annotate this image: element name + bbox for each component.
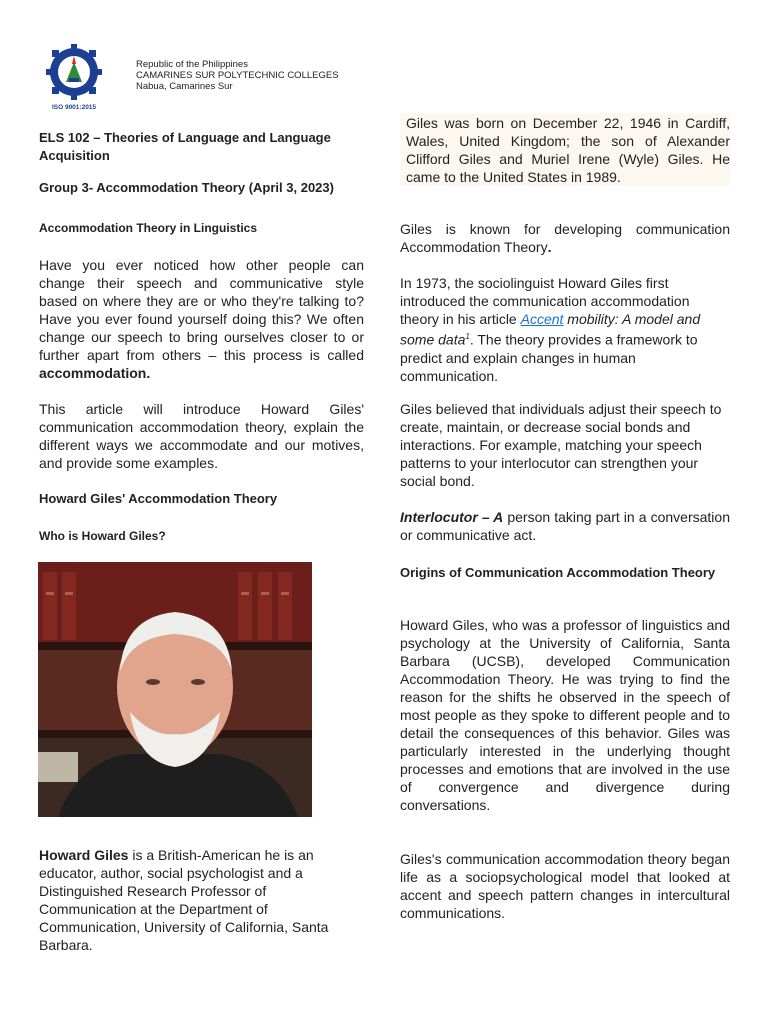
article-paragraph: This article will introduce Howard Giles' communication accommodation theory, explain the different ways we accommodate and our motives, and provide some examples. xyxy=(39,401,364,471)
svg-text:ISO 9001:2015: ISO 9001:2015 xyxy=(51,104,97,111)
howard-giles-photo xyxy=(38,562,312,817)
bio-paragraph xyxy=(39,846,364,954)
bio-text: is a British-American he is an educator, author, social psychologist and a Distinguished Research Professor of Communication at the Department of Communication, University of California, Santa Barbara. xyxy=(39,847,329,953)
origins-heading: Origins of Communication Accommodation Theory xyxy=(400,565,716,580)
intro-1973-rest: . The theory provides a framework to predict and explain changes in human communication. xyxy=(400,331,698,384)
interlocutor-def: person taking part in a conversation or communicative act. xyxy=(400,509,730,543)
giles-theory-heading: Howard Giles' Accommodation Theory xyxy=(39,491,278,506)
republic-line: Republic of the Philippines xyxy=(136,59,248,70)
course-title: ELS 102 – Theories of Language and Language Acquisition xyxy=(39,130,331,163)
origins-paragraph: Howard Giles, who was a professor of linguistics and psychology at the University of California, Santa Barbara (UCSB), developed Communication Accommodation Theory. He was trying to find the reason for the shifts he observed in the speech of most people as they spoke to different people and to detail the consequences of this behavior. Giles was particularly interested in the underlying thought processes and emotions that are involved in the use of convergence and divergence during conversations. xyxy=(400,617,730,813)
intro-1973-text: In 1973, the sociolinguist Howard Giles first introduced the communication accommodation theory in his article xyxy=(400,275,690,327)
accent-link[interactable]: Accent xyxy=(520,311,564,327)
letterhead xyxy=(136,59,339,92)
article-title: mobility: A model and some data xyxy=(400,311,701,348)
known-text: Giles is known for developing communication Accommodation Theory xyxy=(400,221,730,255)
known-paragraph xyxy=(400,220,730,256)
college-name: CAMARINES SUR POLYTECHNIC COLLEGES xyxy=(136,70,339,81)
known-period: . xyxy=(547,239,552,255)
section-title: Accommodation Theory in Linguistics xyxy=(39,221,258,235)
believed-paragraph: Giles believed that individuals adjust their speech to create, maintain, or decrease social bonds and interactions. For example, matching your speech patterns to your interlocutor can strengthen your social bond. xyxy=(400,401,722,489)
interlocutor-term: Interlocutor – A xyxy=(400,509,504,525)
intro-text: Have you ever noticed how other people can change their speech and communicative style based on where they are or who they're talking to? Have you ever found yourself doing this? We often change our speech to bring ourselves closer to or further apart from others – this process is called xyxy=(39,257,364,363)
group-title: Group 3- Accommodation Theory (April 3, 2023) xyxy=(39,180,334,195)
model-paragraph: Giles's communication accommodation theory began life as a sociopsychological model that looked at accent and speech pattern changes in intercultural communications. xyxy=(400,851,730,921)
bio-name: Howard Giles xyxy=(39,847,129,863)
college-logo xyxy=(44,42,104,112)
college-address: Nabua, Camarines Sur xyxy=(136,81,233,92)
interlocutor-definition xyxy=(400,508,730,544)
intro-bold-term: accommodation. xyxy=(39,365,151,381)
born-paragraph: Giles was born on December 22, 1946 in Cardiff, Wales, United Kingdom; the son of Alexander Clifford Giles and Muriel Irene (Wyle) Giles. He came to the United States in 1989. xyxy=(406,115,730,185)
intro-paragraph xyxy=(39,256,364,382)
footnote-ref[interactable]: 1 xyxy=(465,332,470,341)
who-heading: Who is Howard Giles? xyxy=(39,529,166,543)
intro-1973-paragraph xyxy=(400,274,730,385)
